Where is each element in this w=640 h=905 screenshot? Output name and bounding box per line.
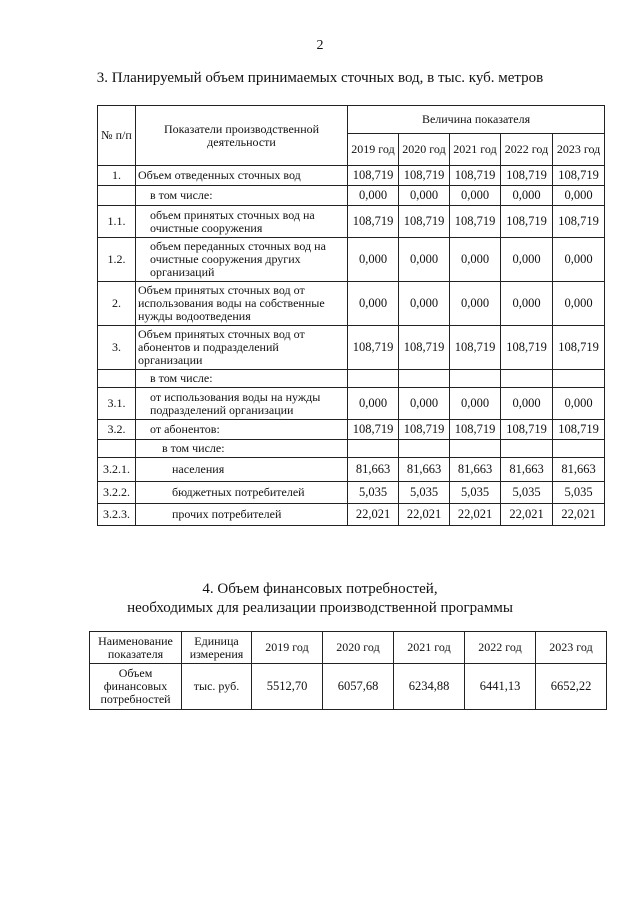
value-cell: 6234,88 [394,664,465,710]
section4-title-line1: 4. Объем финансовых потребностей, [202,581,438,597]
row-label: Объем отведенных сточных вод [136,166,348,186]
value-cell: 0,000 [553,186,605,206]
value-cell [553,370,605,388]
value-cell: 108,719 [348,166,399,186]
value-cell: 0,000 [501,282,553,326]
value-cell: 0,000 [553,282,605,326]
row-number: 3.2.3. [98,504,136,526]
value-cell: 0,000 [450,388,501,420]
row-label: в том числе: [136,370,348,388]
value-cell: 0,000 [399,238,450,282]
table-row [98,370,605,388]
header-unit: Единица измерения [182,632,252,664]
value-cell: 108,719 [348,206,399,238]
header-year: 2023 год [536,632,607,664]
value-cell: 0,000 [553,388,605,420]
value-cell: 22,021 [501,504,553,526]
page-number: 2 [316,38,324,53]
table-row [98,166,605,186]
value-cell: 0,000 [450,282,501,326]
value-cell [501,370,553,388]
value-cell: 0,000 [348,186,399,206]
value-cell: 0,000 [348,282,399,326]
row-label: в том числе: [136,440,348,458]
value-cell [450,440,501,458]
value-cell: 0,000 [399,282,450,326]
value-cell: 108,719 [553,206,605,238]
value-cell: 0,000 [450,238,501,282]
value-cell: 108,719 [450,206,501,238]
row-label: от абонентов: [136,420,348,440]
value-cell: 108,719 [399,166,450,186]
value-cell: 6057,68 [323,664,394,710]
row-number: 1.2. [98,238,136,282]
header-year: 2022 год [465,632,536,664]
row-label: прочих потребителей [136,504,348,526]
value-cell: 108,719 [553,420,605,440]
table-row [98,388,605,420]
value-cell: 81,663 [450,458,501,482]
table-row [98,206,605,238]
row-label: в том числе: [136,186,348,206]
row-number [98,370,136,388]
value-cell: 108,719 [399,206,450,238]
row-label: от использования воды на нужды подразделений организации [136,388,348,420]
value-cell: 108,719 [450,166,501,186]
table-row [98,504,605,526]
row-label: населения [136,458,348,482]
table-row [90,664,607,710]
section4-title [0,580,640,618]
value-cell: 22,021 [450,504,501,526]
header-name: Наименование показателя [90,632,182,664]
row-unit: тыс. руб. [182,664,252,710]
value-cell [348,440,399,458]
row-number: 3. [98,326,136,370]
row-number [98,440,136,458]
value-cell: 81,663 [348,458,399,482]
section3-title: 3. Планируемый объем принимаемых сточных вод, в тыс. куб. метров [96,70,544,86]
value-cell: 108,719 [450,420,501,440]
row-number: 2. [98,282,136,326]
row-number: 1. [98,166,136,186]
header-year: 2021 год [450,134,501,166]
section4-title-line2: необходимых для реализации производственной программы [127,600,513,616]
value-cell: 6441,13 [465,664,536,710]
row-number: 3.2.2. [98,482,136,504]
row-label: объем принятых сточных вод на очистные сооружения [136,206,348,238]
table-row [98,482,605,504]
value-cell [348,370,399,388]
header-num: № п/п [98,106,136,166]
value-cell: 108,719 [501,166,553,186]
value-cell: 0,000 [501,388,553,420]
row-number [98,186,136,206]
value-cell: 6652,22 [536,664,607,710]
value-cell [399,370,450,388]
value-cell: 0,000 [399,186,450,206]
header-value-group: Величина показателя [348,106,605,134]
value-cell: 0,000 [348,238,399,282]
value-cell: 81,663 [553,458,605,482]
value-cell: 108,719 [501,420,553,440]
value-cell: 0,000 [501,238,553,282]
header-year: 2023 год [553,134,605,166]
row-label: бюджетных потребителей [136,482,348,504]
value-cell: 5,035 [553,482,605,504]
value-cell: 5,035 [450,482,501,504]
value-cell: 108,719 [450,326,501,370]
row-number: 3.2.1. [98,458,136,482]
value-cell: 81,663 [399,458,450,482]
header-year: 2019 год [348,134,399,166]
value-cell: 0,000 [399,388,450,420]
table-row [98,282,605,326]
value-cell [501,440,553,458]
value-cell: 5,035 [501,482,553,504]
header-year: 2022 год [501,134,553,166]
table-row [98,186,605,206]
header-year: 2021 год [394,632,465,664]
value-cell [553,440,605,458]
table-row [98,420,605,440]
value-cell: 22,021 [399,504,450,526]
row-label: Объем принятых сточных вод от абонентов и подразделений организации [136,326,348,370]
value-cell: 108,719 [553,166,605,186]
value-cell: 5512,70 [252,664,323,710]
value-cell [399,440,450,458]
value-cell: 22,021 [348,504,399,526]
value-cell: 5,035 [348,482,399,504]
financial-needs-table [89,631,607,710]
value-cell: 0,000 [450,186,501,206]
header-indicator: Показатели производственной деятельности [136,106,348,166]
value-cell: 0,000 [348,388,399,420]
row-label: объем переданных сточных вод на очистные сооружения других организаций [136,238,348,282]
table-row [98,440,605,458]
value-cell: 108,719 [348,420,399,440]
header-year: 2019 год [252,632,323,664]
value-cell: 0,000 [553,238,605,282]
value-cell: 0,000 [501,186,553,206]
table-row [98,326,605,370]
value-cell: 5,035 [399,482,450,504]
wastewater-table [97,105,605,526]
value-cell: 108,719 [553,326,605,370]
header-year: 2020 год [323,632,394,664]
row-number: 1.1. [98,206,136,238]
value-cell: 108,719 [399,326,450,370]
row-name: Объем финансовых потребностей [90,664,182,710]
table-row [98,458,605,482]
row-number: 3.1. [98,388,136,420]
value-cell: 108,719 [348,326,399,370]
header-year: 2020 год [399,134,450,166]
value-cell [450,370,501,388]
value-cell: 22,021 [553,504,605,526]
table-row [98,238,605,282]
value-cell: 81,663 [501,458,553,482]
row-label: Объем принятых сточных вод от использования воды на собственные нужды водоотведения [136,282,348,326]
value-cell: 108,719 [399,420,450,440]
row-number: 3.2. [98,420,136,440]
value-cell: 108,719 [501,326,553,370]
value-cell: 108,719 [501,206,553,238]
